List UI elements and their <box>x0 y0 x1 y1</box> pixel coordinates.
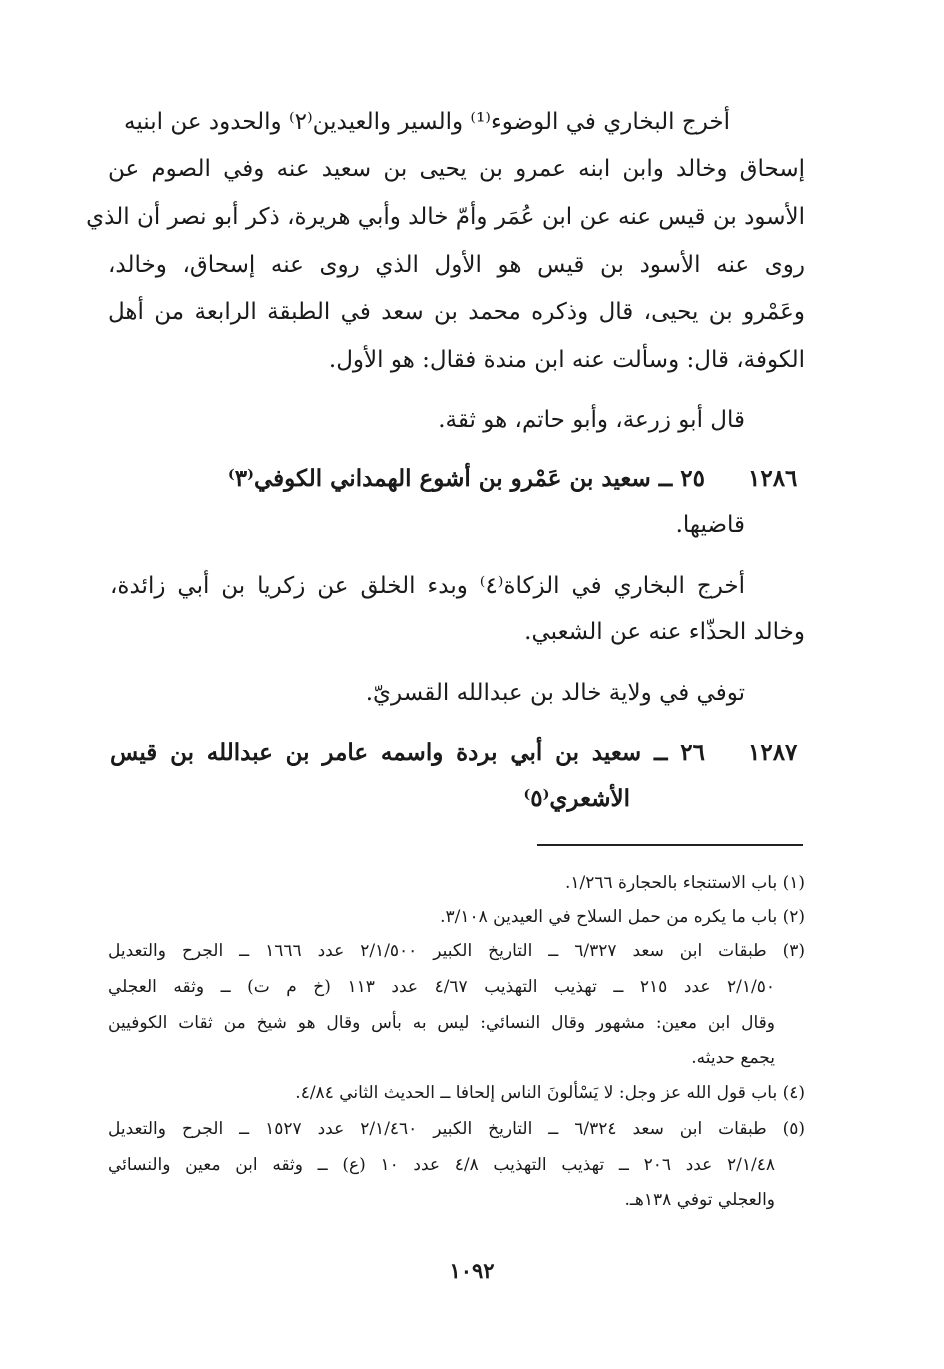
footnote-line: (٢) باب ما يكره من حمل السلاح في العيدين ٣/١٠٨. <box>440 907 805 927</box>
body-line: وعَمْرو بن يحيى، قال وذكره محمد بن سعد في الطبقة الرابعة من أهل <box>108 299 805 325</box>
entry-heading: ٢٥ ــ سعيد بن عَمْرو بن أشوع الهمداني الكوفي⁽٣⁾ <box>227 465 705 492</box>
body-line: أخرج البخاري في الوضوء⁽¹⁾ والسير والعيدين⁽٢⁾ والحدود عن ابنيه <box>124 109 730 135</box>
footnote-divider <box>537 844 803 846</box>
entry-number: ١٢٨٧ <box>748 739 798 766</box>
footnote-line: (٤) باب قول الله عز وجل: لا يَسْألونَ الناس إلحافا ــ الحديث الثاني ٤/٨٤. <box>295 1083 805 1103</box>
footnote-line: ٢/١/٥٠ عدد ٢١٥ ــ تهذيب التهذيب ٤/٦٧ عدد ١١٣ (خ م ت) ــ وثقه العجلي <box>108 977 775 997</box>
footnote-line: وقال ابن معين: مشهور وقال النسائي: ليس به بأس وقال هو شيخ من ثقات الكوفيين <box>108 1013 775 1033</box>
body-line: قاضيها. <box>675 512 745 538</box>
footnote-line: (٥) طبقات ابن سعد ٦/٣٢٤ ــ التاريخ الكبير ٢/١/٤٦٠ عدد ١٥٢٧ ــ الجرح والتعديل <box>108 1119 805 1139</box>
page-number: ١٠٩٢ <box>449 1258 495 1283</box>
footnote-line: (١) باب الاستنجاء بالحجارة ١/٢٦٦. <box>564 873 805 893</box>
entry-heading: الأشعري⁽٥⁾ <box>523 785 630 812</box>
body-line: وخالد الحذّاء عنه عن الشعبي. <box>524 619 805 645</box>
footnote-line: (٣) طبقات ابن سعد ٦/٣٢٧ ــ التاريخ الكبير ٢/١/٥٠٠ عدد ١٦٦٦ ــ الجرح والتعديل <box>108 941 805 961</box>
footnote-line: ٢/١/٤٨ عدد ٢٠٦ ــ تهذيب التهذيب ٤/٨ عدد ١٠ (ع) ــ وثقه ابن معين والنسائي <box>108 1155 776 1175</box>
body-line: توفي في ولاية خالد بن عبدالله القسريّ. <box>365 680 745 706</box>
body-line: قال أبو زرعة، وأبو حاتم، هو ثقة. <box>438 407 745 433</box>
body-line: إسحاق وخالد وابن ابنه عمرو بن يحيى بن سعيد عنه وفي الصوم عن <box>108 156 805 182</box>
footnote-line: والعجلي توفي ١٣٨هـ. <box>624 1190 775 1210</box>
body-line: الأسود بن قيس عنه عن ابن عُمَر وأمّ خالد وأبي هريرة، ذكر أبو نصر أن الذي <box>86 204 805 230</box>
entry-number: ١٢٨٦ <box>748 465 798 492</box>
entry-heading: ٢٦ ــ سعيد بن أبي بردة واسمه عامر بن عبدالله بن قيس <box>110 739 705 766</box>
body-line: أخرج البخاري في الزكاة⁽٤⁾ وبدء الخلق عن زكريا بن أبي زائدة، <box>110 573 745 599</box>
body-line: الكوفة، قال: وسألت عنه ابن مندة فقال: هو الأول. <box>328 347 805 373</box>
footnote-line: يجمع حديثه. <box>691 1048 775 1068</box>
body-line: روى عنه الأسود بن قيس هو الأول الذي روى عنه إسحاق، وخالد، <box>108 252 805 278</box>
